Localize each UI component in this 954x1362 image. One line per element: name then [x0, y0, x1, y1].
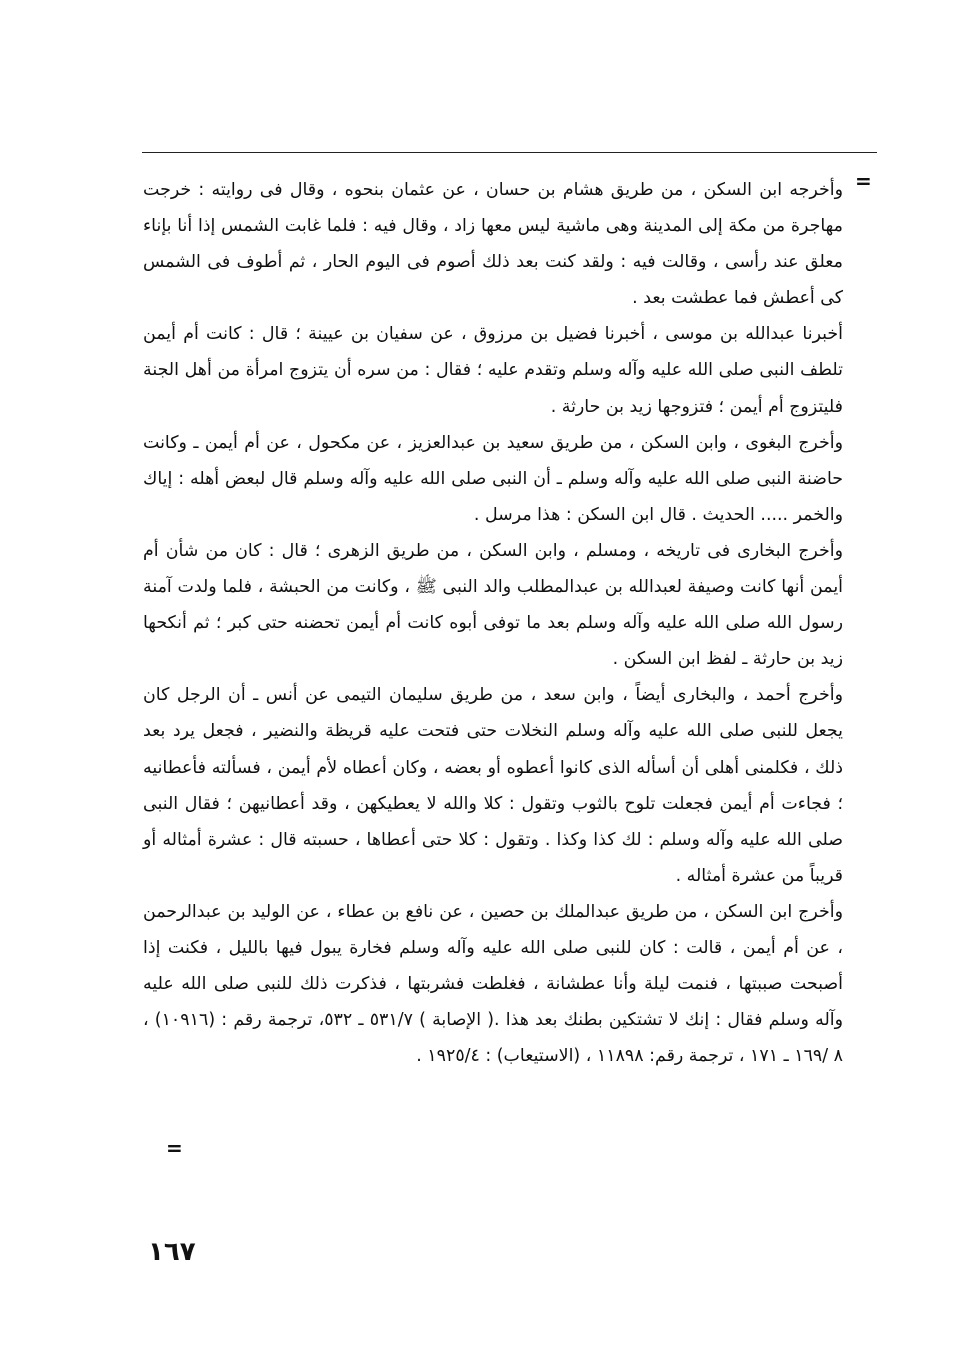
paragraph-3: وأخرج البغوى ، وابن السكن ، من طريق سعيد بن عبدالعزيز ، عن مكحول ، عن أم أيمن ـ وكانت حاضنة النبى صلى الله عليه وآله وسلم ـ أن النبى صلى الله عليه وآله وسلم قال لبعض أهله : إياك والخمر ..... الحديث . قال ابن السكن : هذا مرسل .	[143, 432, 843, 525]
continuation-mark-bottom: =	[166, 1136, 183, 1160]
page-number: ١٦٧	[148, 1237, 196, 1267]
paragraph-1: وأخرجه ابن السكن ، من طريق هشام بن حسان ، عن عثمان بنحوه ، وقال فى روايته : خرجت مهاجرة من مكة إلى المدينة وهى ماشية ليس معها زاد ، وقال فيه : فلما غابت الشمس إذا أنا بإناء معلق عند رأسى ، وقالت فيه : ولقد كنت بعد ذلك أصوم فى اليوم الحار ، ثم أطوف فى الشمس كى أعطش فما عطشت بعد .	[143, 180, 843, 309]
footnote-body	[143, 172, 843, 1074]
continuation-mark-top: =	[855, 169, 872, 193]
paragraph-6: وأخرج ابن السكن ، من طريق عبدالملك بن حصين ، عن نافع بن عطاء ، عن الوليد بن عبدالرحمن ، عن أم أيمن ، قالت : كان للنبى صلى الله عليه وآله وسلم فخارة يبول فيها بالليل ، فكنت إذا أصبحت صببتها ، فنمت ليلة وأنا عطشانة ، فغلطت فشربتها ، فذكرت ذلك للنبى صلى الله عليه وآله وسلم فقال : إنك لا تشتكين بطنك بعد هذا .( الإصابة ) ٥٣١/٧ ـ ٥٣٢، ترجمة رقم : (١٠٩١٦) ، ٨ /١٦٩ ـ ١٧١ ، ترجمة رقم: ١١٨٩٨ ، (الاستيعاب) : ١٩٢٥/٤ .	[143, 901, 843, 1067]
paragraph-5: وأخرج أحمد ، والبخارى أيضاً ، وابن سعد ، من طريق سليمان التيمى عن أنس ـ أن الرجل كان يجعل للنبى صلى الله عليه وآله وسلم النخلات حتى فتحت عليه قريظة والنضير ، فجعل يرد بعد ذلك ، فكلمنى أهلى أن أسأله الذى كانوا أعطوه أو بعضه ، وكان أعطاه لأم أيمن ، فسألته فأعطانيه ؛ فجاءت أم أيمن فجعلت تلوح بالثوب وتقول : كلا والله لا يعطيكهن ، وقد أعطانيهن ؛ فقال النبى صلى الله عليه وآله وسلم : لك كذا وكذا . وتقول : كلا حتى أعطاها ، حسبته قال : عشرة أمثاله أو قريباً من عشرة أمثاله .	[143, 685, 843, 886]
header-rule	[142, 152, 877, 153]
paragraph-4: وأخرج البخارى فى تاريخه ، ومسلم ، وابن السكن ، من طريق الزهرى ؛ قال : كان من شأن أم أيمن أنها كانت وصيفة لعبدالله بن عبدالمطلب والد النبى ﷺ ، وكانت من الحبشة ، فلما ولدت آمنة رسول الله صلى الله عليه وآله وسلم بعد ما توفى أبوه كانت أم أيمن تحضنه حتى كبر ؛ ثم أنكحها زيد بن حارثة ـ لفظ ابن السكن .	[143, 540, 843, 670]
paragraph-2: أخبرنا عبدالله بن موسى ، أخبرنا فضيل بن مرزوق ، عن سفيان بن عيينة ؛ قال : كانت أم أيمن تلطف النبى صلى الله عليه وآله وسلم وتقدم عليه ؛ فقال : من سره أن يتزوج امرأة من أهل الجنة فليتزوج أم أيمن ؛ فتزوجها زيد بن حارثة .	[143, 324, 843, 417]
